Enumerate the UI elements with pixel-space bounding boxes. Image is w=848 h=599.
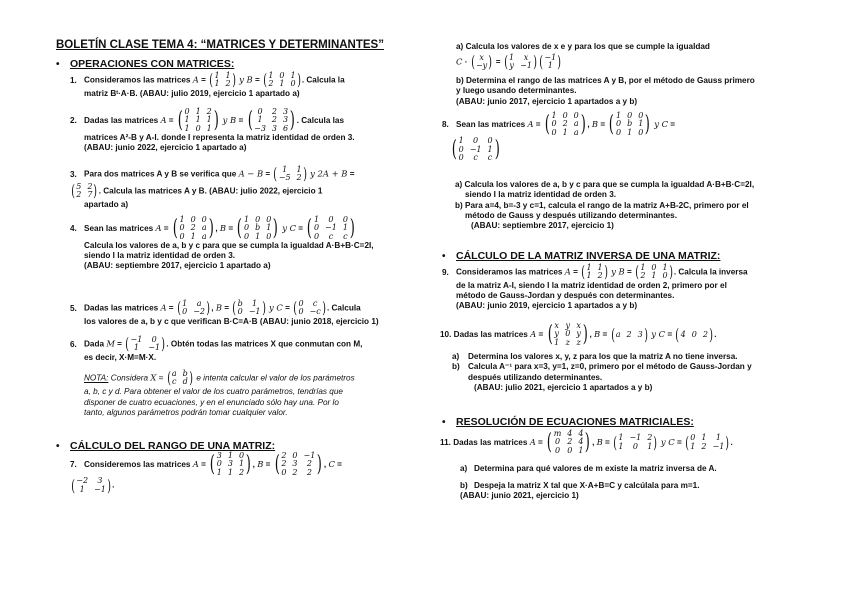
- matrix-c: ( −2 3 1 −1 ): [71, 475, 111, 495]
- item-text: Despeja la matriz X tal que X·A+B=C y calcúlala para m=1.: [474, 480, 700, 490]
- matrix-x: ( a b c d ): [166, 368, 193, 388]
- section-equations-label: RESOLUCIÓN DE ECUACIONES MATRICIALES:: [456, 416, 694, 428]
- matrix-m: ( −1 0 1 −1 ): [125, 334, 166, 354]
- item-text: Calcula los valores de x e y para los que se cumple la igualdad: [465, 42, 710, 51]
- note-text: a, b, c y d. Para obtener el valor de los cuatro parámetros, tendrías que: [84, 386, 343, 396]
- exercise-7a-equation: C · ( x −y ) = ( 1 x y −1 ) ( −1 1 ): [456, 52, 562, 72]
- section-equations: • RESOLUCIÓN DE ECUACIONES MATRICIALES:: [442, 416, 694, 428]
- exercise-number: 1.: [70, 75, 77, 85]
- exercise-8-items: [455, 180, 754, 231]
- item-text: y luego usando determinantes.: [456, 86, 577, 96]
- exercise-7b: [456, 76, 755, 107]
- exercise-text: . Calcula las: [296, 115, 345, 125]
- exercise-number: 5.: [70, 303, 77, 313]
- matrix-b: ( a 2 3 ): [610, 324, 648, 344]
- section-operations-label: OPERACIONES CON MATRICES:: [70, 58, 235, 70]
- exercise-3: 3. Para dos matrices A y B se verifica que A − B = ( 1 1 −5 2 ) y 2A + B = ( 5 2 2 7 ) . Calcula las matrices A y B. (ABAU: julio 2022, ejercicio 1 apartado a): [70, 164, 355, 209]
- matrix-c: ( 0 c 0 −c ): [293, 298, 326, 318]
- exercise-text: (ABAU: junio 2019, ejercicio 1 apartados a y b): [456, 300, 638, 310]
- exercise-text: Dadas las matrices: [453, 329, 528, 339]
- exercise-text: . Calcula: [326, 303, 361, 313]
- exercise-text: Consideramos las matrices: [84, 75, 191, 85]
- matrix-a: ( m 4 4 0 2 4 0 0 1 ): [546, 429, 591, 455]
- exercise-text: Para dos matrices A y B se verifica que: [84, 169, 237, 179]
- exercise-number: 7.: [70, 459, 77, 469]
- item-text: método de Gauss y después utilizando determinantes.: [465, 210, 678, 220]
- matrix-b: ( 1 0 1 2 1 0 ): [263, 70, 301, 90]
- exercise-text: Dadas las matrices: [453, 437, 528, 447]
- item-text: (ABAU: junio 2021, ejercicio 1): [460, 491, 579, 501]
- exercise-2: 2. Dadas las matrices A = ( 0 1 2 1 1 1 1 0 1 ) y B = ( 0 2 3 1 2 3 −3 3 6 ) . Calcula las matrices A²-B y A-I. donde I representa la matriz identidad de orden 3. (ABAU: junio 2022, ejercicio 1 apartado a): [70, 107, 355, 153]
- note-text: disponer de cuatro ecuaciones, y en el enunciado sólo hay una. Por lo: [84, 397, 339, 407]
- matrix-b: ( 2 0 −1 2 3 2 0 2 2 ): [274, 451, 323, 477]
- exercise-text: apartado a): [84, 199, 129, 209]
- item-text: (ABAU: junio 2017, ejercicio 1 apartados a y b): [456, 96, 638, 106]
- section-inverse: • CÁLCULO DE LA MATRIZ INVERSA DE UNA MATRIZ:: [442, 250, 721, 262]
- section-rank: • CÁLCULO DEL RANGO DE UNA MATRIZ:: [56, 440, 276, 452]
- exercise-number: 10.: [440, 329, 452, 339]
- exercise-text: Sean las matrices: [84, 223, 154, 233]
- exercise-10-items: a) Determina los valores x, y, z para los que la matriz A no tiene inversa. b) Calcula A⁻¹ para x=3, y=1, z=0, primero por el método de Gauss-Jordan y después utilizando determinantes. (ABAU: julio 2021, ejercicio 1 apartados a y b): [452, 352, 752, 392]
- exercise-text: método de Gauss-Jordan y después con determinantes.: [456, 290, 675, 300]
- matrix-c: ( 1 0 0 0 −1 1 0 c c ): [307, 215, 355, 241]
- exercise-text: es decir, X·M=M·X.: [84, 352, 157, 362]
- exercise-text: los valores de a, b y c que verifican B·C=A·B (ABAU: junio 2018, ejercicio 1): [84, 316, 379, 326]
- item-text: siendo I la matriz identidad de orden 3.: [465, 190, 617, 200]
- exercise-10: 10. Dadas las matrices A = ( x y x y 0 y 1 z z ) , B = ( a 2 3 ) y C = ( 4 0 2 ) .: [440, 321, 717, 347]
- exercise-text: . Calcula la: [301, 75, 345, 85]
- exercise-8: 8. Sean las matrices A = ( 1 0 0 0 2 a 0 1 a ) , B = ( 1 0 0 0 b 1 0 1 0 ) y C = ( 1 0 0 0 −1 1 0 c c ): [442, 111, 676, 162]
- note-text: e intenta calcular el valor de los parámetros: [196, 373, 355, 383]
- matrix-difference: ( 1 1 −5 2 ): [273, 164, 307, 184]
- matrix-a: ( 1 0 0 0 2 a 0 1 a ): [544, 111, 586, 137]
- exercise-text: Consideremos las matrices: [84, 459, 191, 469]
- exercise-number: 4.: [70, 223, 77, 233]
- vector-xy: ( x −y ): [470, 52, 493, 72]
- exercise-5: 5. Dadas las matrices A = ( 1 a 0 −2 ) , B = ( b 1 0 −1 ) y C = ( 0 c 0 −c ) . Calcula los valores de a, b y c que verifican B·C=A·B (ABAU: junio 2018, ejercicio 1): [70, 298, 379, 326]
- item-text: después utilizando determinantes.: [468, 372, 603, 382]
- item-text: (ABAU: septiembre 2017, ejercicio 1): [471, 221, 614, 230]
- exercise-6-note: NOTA: Considera X = ( a b c d ) e intenta calcular el valor de los parámetros a, b, c y d. Para obtener el valor de los cuatro parámetros, tendrías que disponer de cuatro ecuaciones, y en el enunciado sólo hay una. Por lo tanto, algunos parámetros podrán tomar cualquier valor.: [84, 370, 384, 419]
- section-operations: • OPERACIONES CON MATRICES:: [56, 58, 235, 70]
- matrix-xy: ( 1 x y −1 ): [504, 52, 537, 72]
- vector-result: ( −1 1 ): [539, 52, 562, 72]
- document-title: BOLETÍN CLASE TEMA 4: “MATRICES Y DETERMINANTES”: [56, 39, 384, 51]
- exercise-11: 11. Dadas las matrices A = ( m 4 4 0 2 4 0 0 1 ) , B = ( 1 −1 2 1 0 1 ) y C = ( 0 1 1 1 2 −1 ) .: [440, 429, 733, 455]
- matrix-a: ( 1 1 1 2 ): [581, 262, 608, 282]
- note-text: tanto, algunos parámetros podrán tomar cualquier valor.: [84, 408, 288, 418]
- matrix-b: ( 1 −1 2 1 0 1 ): [613, 432, 658, 452]
- exercise-text: . Obtén todas las matrices X que conmutan con M,: [166, 339, 363, 349]
- exercise-text: Dada: [84, 339, 105, 349]
- exercise-text: matriz Bᵗ·A·B. (ABAU: julio 2019, ejercicio 1 apartado a): [84, 88, 300, 98]
- exercise-text: de la matriz A-I, siendo I la matriz identidad de orden 2, primero por el: [456, 280, 727, 290]
- exercise-7: 7. Consideremos las matrices A = ( 3 1 0 0 3 1 1 1 2 ) , B = ( 2 0 −1 2 3 2 0 2 2 ) , C = ( −2 3 1 −1 ) .: [70, 451, 342, 495]
- matrix-c: ( 1 0 0 0 −1 1 0 c c ): [451, 136, 500, 162]
- section-rank-label: CÁLCULO DEL RANGO DE UNA MATRIZ:: [70, 440, 276, 452]
- exercise-number: 2.: [70, 115, 77, 125]
- matrix-a: ( 0 1 2 1 1 1 1 0 1 ): [177, 107, 219, 133]
- exercise-text: Calcula los valores de a, b y c para que se cumpla la igualdad A·B+B·C=2I,: [84, 241, 374, 251]
- item-text: a) Calcula los valores de a, b y c para que se cumpla la igualdad A·B+B·C=2I,: [455, 180, 755, 189]
- matrix-b: ( 1 0 0 0 b 1 0 1 0 ): [237, 215, 279, 241]
- note-label: NOTA:: [84, 373, 109, 383]
- matrix-c: ( 0 1 1 1 2 −1 ): [685, 432, 730, 452]
- item-text: (ABAU: julio 2021, ejercicio 1 apartados a y b): [474, 382, 653, 392]
- matrix-a: ( 1 a 0 −2 ): [177, 298, 211, 318]
- exercise-number: 3.: [70, 169, 77, 179]
- exercise-text: Consideramos las matrices: [456, 267, 563, 277]
- exercise-text: matrices A²-B y A-I. donde I representa la matriz identidad de orden 3.: [84, 133, 355, 143]
- exercise-text: Sean las matrices: [456, 119, 526, 129]
- exercise-number: 6.: [70, 339, 77, 349]
- exercise-7a: [456, 42, 710, 52]
- exercise-text: . Calcula las matrices A y B. (ABAU: julio 2022, ejercicio 1: [98, 186, 323, 196]
- exercise-4: 4. Sean las matrices A = ( 1 0 0 0 2 a 0 1 a ) , B = ( 1 0 0 0 b 1 0 1 0 ) y C = ( 1 0 0 0 −1 1 0 c c ) Calcula los valores de a, b y c para que se cumpla la igualdad A·B+B·C=2I, siendo I la matriz identidad de orden 3. (ABAU: septiembre 2017, ejercicio 1 apartado a): [70, 215, 374, 271]
- exercise-number: 8.: [442, 119, 449, 129]
- note-text: Considera: [110, 373, 149, 383]
- exercise-9: 9. Consideramos las matrices A = ( 1 1 1 2 ) y B = ( 1 0 1 2 1 0 ) . Calcula la inversa de la matriz A-I, siendo I la matriz identidad de orden 2, primero por el método de Gauss-Jordan y después con determinantes. (ABAU: junio 2019, ejercicio 1 apartados a y b): [442, 262, 748, 310]
- item-text: Determina los valores x, y, z para los que la matriz A no tiene inversa.: [468, 352, 738, 361]
- exercise-text: Dadas las matrices: [84, 303, 159, 313]
- matrix-b: ( 1 0 1 2 1 0 ): [635, 262, 673, 282]
- item-text: b) Para a=4, b=-3 y c=1, calcula el rango de la matriz A+B-2C, primero por el: [455, 200, 749, 210]
- matrix-b: ( 1 0 0 0 b 1 0 1 0 ): [609, 111, 651, 137]
- matrix-c: ( 4 0 2 ): [675, 324, 713, 344]
- exercise-text: (ABAU: septiembre 2017, ejercicio 1 apartado a): [84, 261, 271, 271]
- item-text: Calcula A⁻¹ para x=3, y=1, z=0, primero por el método de Gauss-Jordan y: [468, 362, 752, 372]
- exercise-number: 9.: [442, 267, 449, 277]
- item-label: b): [456, 76, 464, 85]
- item-label: a): [456, 42, 464, 51]
- item-text: Determina para qué valores de m existe la matriz inversa de A.: [474, 464, 717, 473]
- section-inverse-label: CÁLCULO DE LA MATRIZ INVERSA DE UNA MATRIZ:: [456, 250, 721, 262]
- exercise-text: siendo I la matriz identidad de orden 3.: [84, 251, 236, 261]
- exercise-text: Dadas las matrices: [84, 115, 159, 125]
- exercise-6: 6. Dada M = ( −1 0 1 −1 ) . Obtén todas las matrices X que conmutan con M, es decir, X·M=M·X.: [70, 334, 363, 362]
- matrix-b: ( b 1 0 −1 ): [232, 298, 266, 318]
- matrix-a: ( x y x y 0 y 1 z z ): [547, 321, 588, 347]
- item-text: Determina el rango de las matrices A y B, por el método de Gauss primero: [466, 76, 755, 85]
- matrix-a: ( 1 1 1 2 ): [209, 70, 236, 90]
- exercise-1: 1. Consideramos las matrices A = ( 1 1 1 2 ) y B = ( 1 0 1 2 1 0 ) . Calcula la matriz Bᵗ·A·B. (ABAU: julio 2019, ejercicio 1 apartado a): [70, 70, 345, 98]
- matrix-a: ( 1 0 0 0 2 a 0 1 a ): [172, 215, 214, 241]
- exercise-11-items: a) Determina para qué valores de m existe la matriz inversa de A. b) Despeja la matriz X tal que X·A+B=C y calcúlala para m=1. (ABAU: junio 2021, ejercicio 1): [460, 464, 717, 501]
- matrix-a: ( 3 1 0 0 3 1 1 1 2 ): [209, 451, 251, 477]
- exercise-number: 11.: [440, 437, 451, 447]
- matrix-sum: ( 5 2 2 7 ): [71, 181, 98, 201]
- exercise-text: (ABAU: junio 2022, ejercicio 1 apartado a): [84, 143, 247, 153]
- exercise-text: . Calcula la inversa: [673, 267, 748, 277]
- matrix-b: ( 0 2 3 1 2 3 −3 3 6 ): [247, 107, 295, 133]
